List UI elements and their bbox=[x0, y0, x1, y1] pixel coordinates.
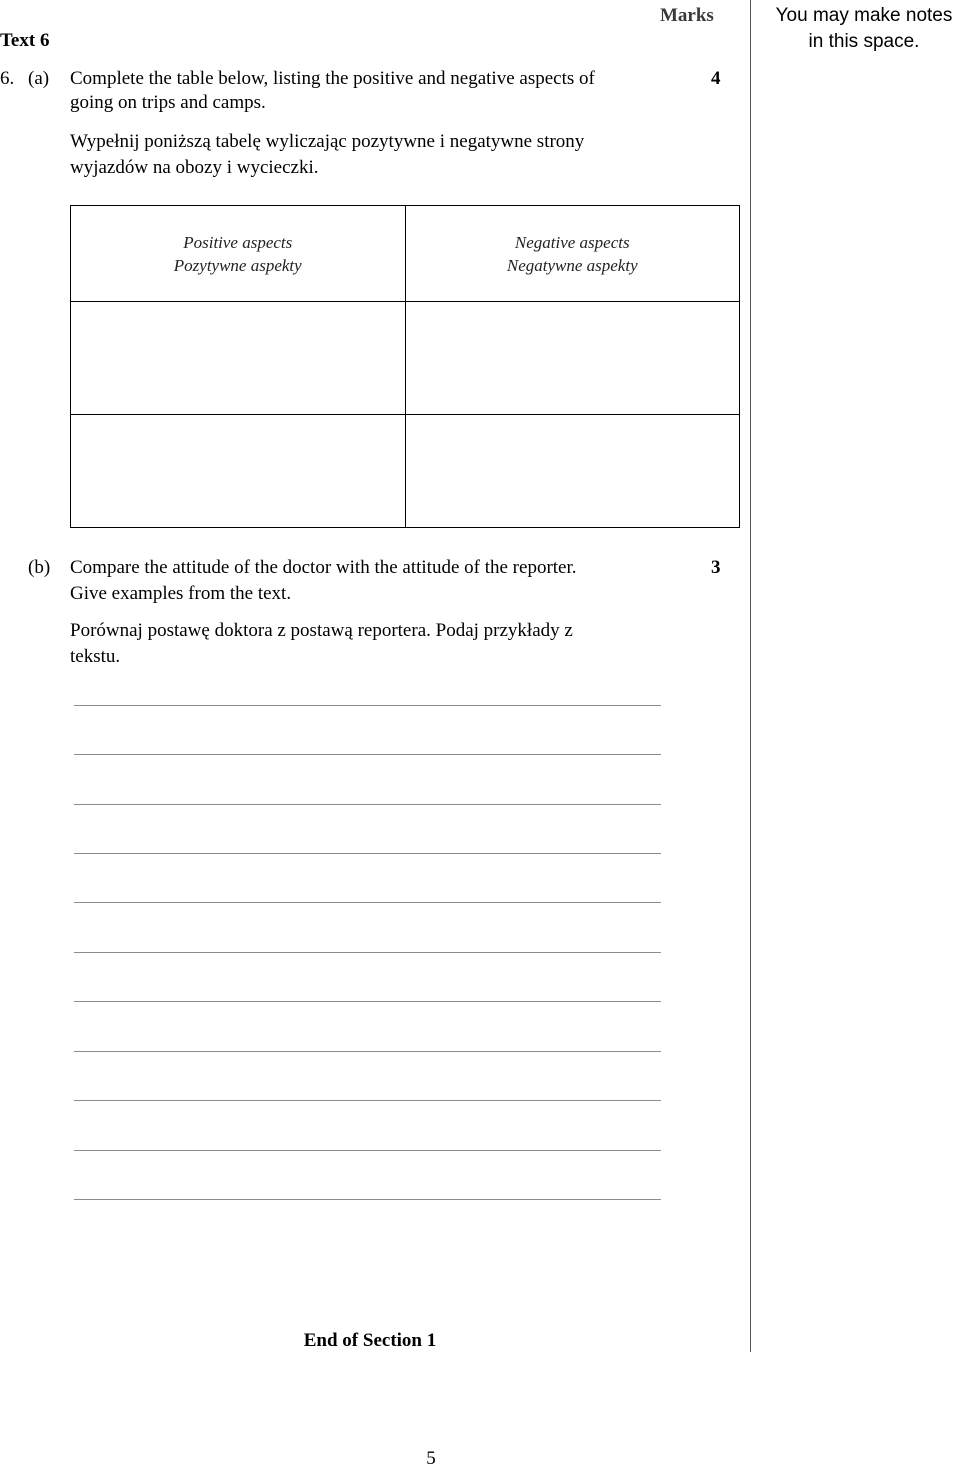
negative-aspects-en: Negative aspects bbox=[514, 232, 630, 252]
page-number: 5 bbox=[426, 1448, 436, 1469]
table-header-row bbox=[71, 206, 740, 302]
end-of-section: End of Section 1 bbox=[303, 1330, 437, 1351]
negative-aspects-pl: Negatywne aspekty bbox=[506, 255, 638, 275]
answer-line[interactable] bbox=[74, 1150, 661, 1151]
text-title: Text 6 bbox=[0, 30, 50, 51]
question-b-part-label: (b) bbox=[28, 557, 51, 578]
notes-hint-line1: You may make notes bbox=[775, 5, 953, 26]
positive-aspects-header bbox=[71, 206, 406, 302]
positive-answer-cell[interactable] bbox=[71, 302, 406, 415]
question-a-english-line2: going on trips and camps. bbox=[70, 92, 266, 113]
positive-answer-cell[interactable] bbox=[71, 415, 406, 528]
negative-answer-cell[interactable] bbox=[405, 302, 740, 415]
question-a-part-label: (a) bbox=[28, 68, 50, 89]
answer-line[interactable] bbox=[74, 902, 661, 903]
positive-aspects-en: Positive aspects bbox=[183, 232, 293, 252]
answer-line[interactable] bbox=[74, 853, 661, 854]
table-row bbox=[71, 415, 740, 528]
question-a-english-line1: Complete the table below, listing the positive and negative aspects of bbox=[70, 68, 595, 89]
answer-line[interactable] bbox=[74, 1100, 661, 1101]
aspects-table bbox=[70, 205, 740, 528]
answer-line[interactable] bbox=[74, 705, 661, 706]
marks-notes-divider bbox=[750, 0, 751, 1352]
answer-line[interactable] bbox=[74, 754, 661, 755]
table-row bbox=[71, 302, 740, 415]
answer-line[interactable] bbox=[74, 1199, 661, 1200]
negative-answer-cell[interactable] bbox=[405, 415, 740, 528]
answer-line[interactable] bbox=[74, 952, 661, 953]
notes-hint bbox=[764, 3, 960, 55]
question-b-polish-line2: tekstu. bbox=[70, 646, 121, 667]
marks-column-label: Marks bbox=[660, 5, 714, 26]
answer-line[interactable] bbox=[74, 1051, 661, 1052]
question-a-polish-line2: wyjazdów na obozy i wycieczki. bbox=[70, 157, 319, 178]
negative-aspects-header bbox=[405, 206, 740, 302]
question-a-polish-line1: Wypełnij poniższą tabelę wyliczając pozytywne i negatywne strony bbox=[70, 131, 585, 152]
question-b-polish-line1: Porównaj postawę doktora z postawą reportera. Podaj przykłady z bbox=[70, 620, 573, 641]
positive-aspects-pl: Pozytywne aspekty bbox=[173, 255, 302, 275]
question-b-marks: 3 bbox=[711, 557, 721, 578]
question-number: 6. bbox=[0, 68, 15, 89]
notes-hint-line2: in this space. bbox=[808, 31, 920, 52]
answer-line[interactable] bbox=[74, 1001, 661, 1002]
question-a-marks: 4 bbox=[711, 68, 721, 89]
question-b-english-line1: Compare the attitude of the doctor with the attitude of the reporter. bbox=[70, 557, 577, 578]
question-b-english-line2: Give examples from the text. bbox=[70, 583, 292, 604]
answer-line[interactable] bbox=[74, 804, 661, 805]
